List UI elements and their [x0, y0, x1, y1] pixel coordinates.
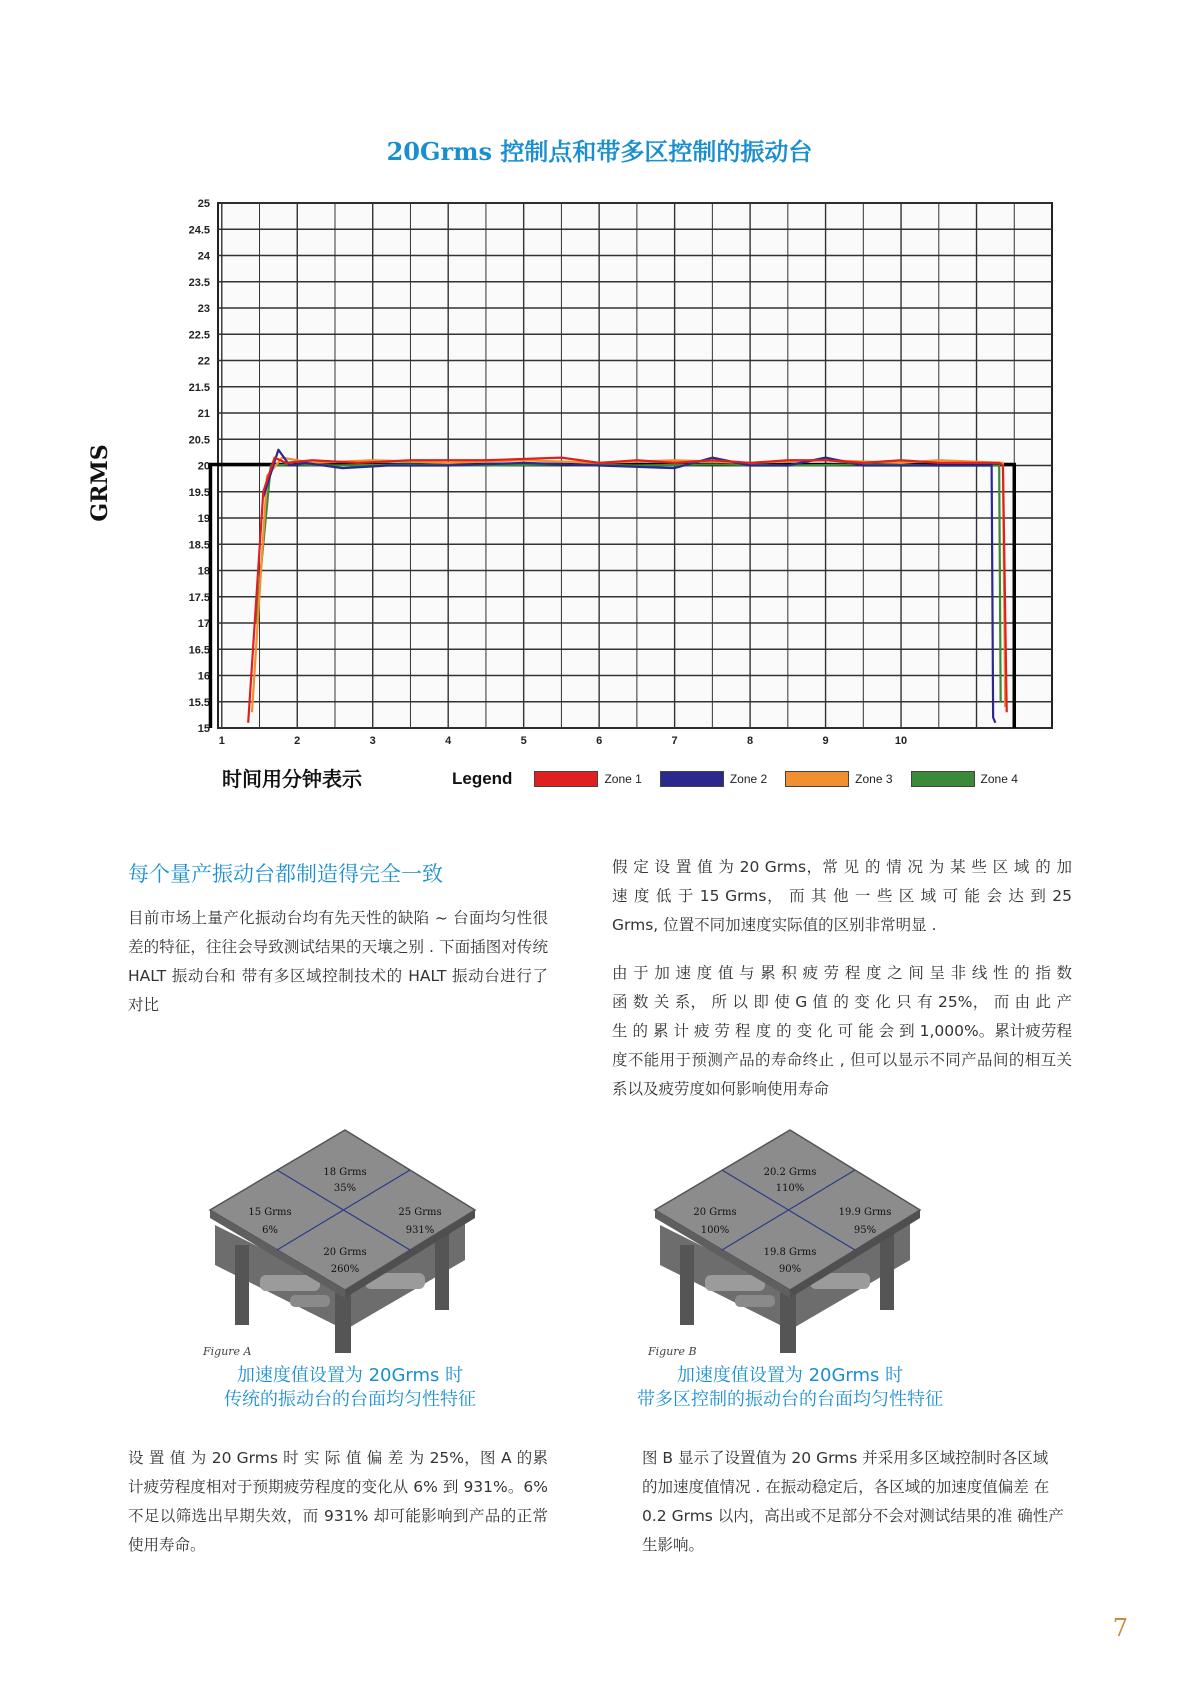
section-heading: 每个量产振动台都制造得完全一致 — [128, 862, 443, 886]
right-paragraph-3: 图 B 显示了设置值为 20 Grms 并采用多区域控制时各区域 的加速度值情况 . 在振动稳定后，各区域的加速度值偏差 在 0.2 Grms 以内，高出或不足部分不会对测试结果的准 确性产生影响。 — [642, 1449, 1064, 1554]
y-tick-label: 16 — [197, 670, 210, 683]
x-tick-label: 9 — [822, 735, 829, 747]
figure-a-vibration-table — [195, 1115, 495, 1360]
quadrant-pct: 931% — [405, 1225, 435, 1236]
figure-a-caption — [180, 1364, 520, 1412]
y-tick-label: 20.5 — [188, 434, 210, 447]
y-tick-label: 19.5 — [188, 486, 210, 499]
x-tick-label: 8 — [747, 735, 754, 747]
legend-swatch — [660, 771, 724, 787]
legend-swatch — [534, 771, 598, 787]
legend-title: Legend — [452, 769, 513, 788]
figure-a-label: Figure A — [203, 1345, 252, 1358]
x-tick-label: 3 — [369, 735, 376, 747]
legend-item-zone-1 — [534, 771, 641, 787]
right-paragraph-1: 假 定 设 置 值 为 20 Grms，常 见 的 情 况 为 某 些 区 域 的 加 速 度 低 于 15 Grms， 而 其 他 一 些 区 域 可 能 会 达 到 25 Grms, 位置不同加速度实际值的区别非常明显 . — [612, 858, 1072, 934]
x-tick-label: 4 — [445, 735, 452, 747]
y-tick-label: 18.5 — [188, 539, 210, 552]
y-tick-label: 24.5 — [188, 224, 210, 237]
figure-b-caption — [620, 1364, 960, 1412]
y-tick-label: 21 — [197, 408, 210, 420]
chart-title: 20Grms 控制点和带多区控制的振动台 — [386, 137, 813, 166]
legend-label: Zone 1 — [604, 772, 642, 786]
y-tick-label: 25 — [197, 198, 210, 210]
caption-line: 传统的振动台的台面均匀性特征 — [224, 1389, 476, 1410]
legend-label: Zone 4 — [980, 772, 1018, 786]
quadrant-grms: 19.8 Grms — [763, 1247, 817, 1258]
x-tick-label: 7 — [671, 735, 678, 747]
legend-swatch — [785, 771, 849, 787]
quadrant-pct: 90% — [778, 1264, 802, 1275]
quadrant-grms: 19.9 Grms — [838, 1207, 892, 1218]
caption-line: 带多区控制的振动台的台面均匀性特征 — [637, 1389, 943, 1410]
figure-b-vibration-table — [640, 1115, 940, 1360]
quadrant-pct: 6% — [262, 1225, 278, 1236]
quadrant-pct: 95% — [853, 1225, 877, 1236]
y-tick-label: 21.5 — [188, 381, 210, 394]
quadrant-grms: 20 Grms — [693, 1207, 737, 1218]
legend-item-zone-2 — [660, 771, 767, 787]
legend-item-zone-4 — [911, 771, 1018, 787]
x-axis-label: 时间用分钟表示 — [222, 767, 362, 791]
legend-item-zone-3 — [785, 771, 892, 787]
y-tick-label: 20 — [197, 460, 210, 473]
caption-line: 加速度值设置为 20Grms 时 — [676, 1365, 904, 1386]
quadrant-pct: 100% — [700, 1225, 730, 1236]
chart-legend — [452, 767, 1036, 791]
y-tick-label: 23.5 — [188, 276, 210, 289]
x-tick-label: 10 — [894, 735, 908, 747]
y-tick-label: 17 — [197, 618, 210, 630]
legend-swatch — [911, 771, 975, 787]
legend-label: Zone 3 — [855, 772, 893, 786]
quadrant-grms: 15 Grms — [248, 1207, 292, 1218]
left-paragraph-2: 设 置 值 为 20 Grms 时 实 际 值 偏 差 为 25%，图 A 的累计疲劳程度相对于预期疲劳程度的变化从 6% 到 931%。6% 不足以筛选出早期失效，而 931% 却可能影响到产品的正常使用寿命。 — [128, 1449, 548, 1554]
left-paragraph-1: 目前市场上量产化振动台均有先天性的缺陷 ~ 台面均匀性很差的特征，往往会导致测试结果的天壤之别 . 下面插图对传统 HALT 振动台和 带有多区域控制技术的 HALT 振动台进行了对比 — [128, 909, 548, 1014]
x-tick-label: 6 — [596, 735, 603, 747]
y-tick-label: 19 — [197, 513, 210, 525]
y-tick-label: 15 — [197, 723, 210, 735]
y-axis-label: GRMS — [87, 444, 113, 522]
quadrant-pct: 35% — [333, 1183, 357, 1194]
y-tick-label: 17.5 — [188, 591, 210, 604]
y-tick-label: 23 — [197, 303, 210, 315]
quadrant-pct: 110% — [775, 1183, 805, 1194]
quadrant-grms: 25 Grms — [398, 1207, 442, 1218]
y-tick-label: 18 — [197, 565, 210, 578]
y-tick-label: 24 — [197, 250, 210, 263]
caption-line: 加速度值设置为 20Grms 时 — [236, 1365, 464, 1386]
line-chart — [160, 195, 1060, 760]
y-tick-label: 22.5 — [188, 329, 210, 342]
quadrant-pct: 260% — [330, 1264, 360, 1275]
x-tick-label: 2 — [294, 735, 301, 747]
y-tick-label: 22 — [197, 355, 210, 368]
y-tick-label: 15.5 — [188, 696, 210, 709]
quadrant-grms: 20.2 Grms — [763, 1167, 817, 1178]
x-tick-label: 1 — [218, 735, 225, 747]
page-number: 7 — [1112, 1614, 1128, 1642]
figure-b-label: Figure B — [648, 1345, 697, 1358]
quadrant-grms: 20 Grms — [323, 1247, 367, 1258]
quadrant-grms: 18 Grms — [323, 1167, 367, 1178]
x-tick-label: 5 — [520, 735, 527, 747]
legend-label: Zone 2 — [729, 772, 768, 786]
right-paragraph-2: 由 于 加 速 度 值 与 累 积 疲 劳 程 度 之 间 呈 非 线 性 的 指 数 函 数 关 系， 所 以 即 使 G 值 的 变 化 只 有 25%， 而 由 此 产 生 的 累 计 疲 劳 程 度 的 变 化 可 能 会 到 1,000%。累计疲劳程度不能用于预测产品的寿命终止 , 但可以显示不同产品间的相互关系以及疲劳度如何影响使用寿命 — [612, 964, 1072, 1098]
y-tick-label: 16.5 — [188, 644, 210, 657]
